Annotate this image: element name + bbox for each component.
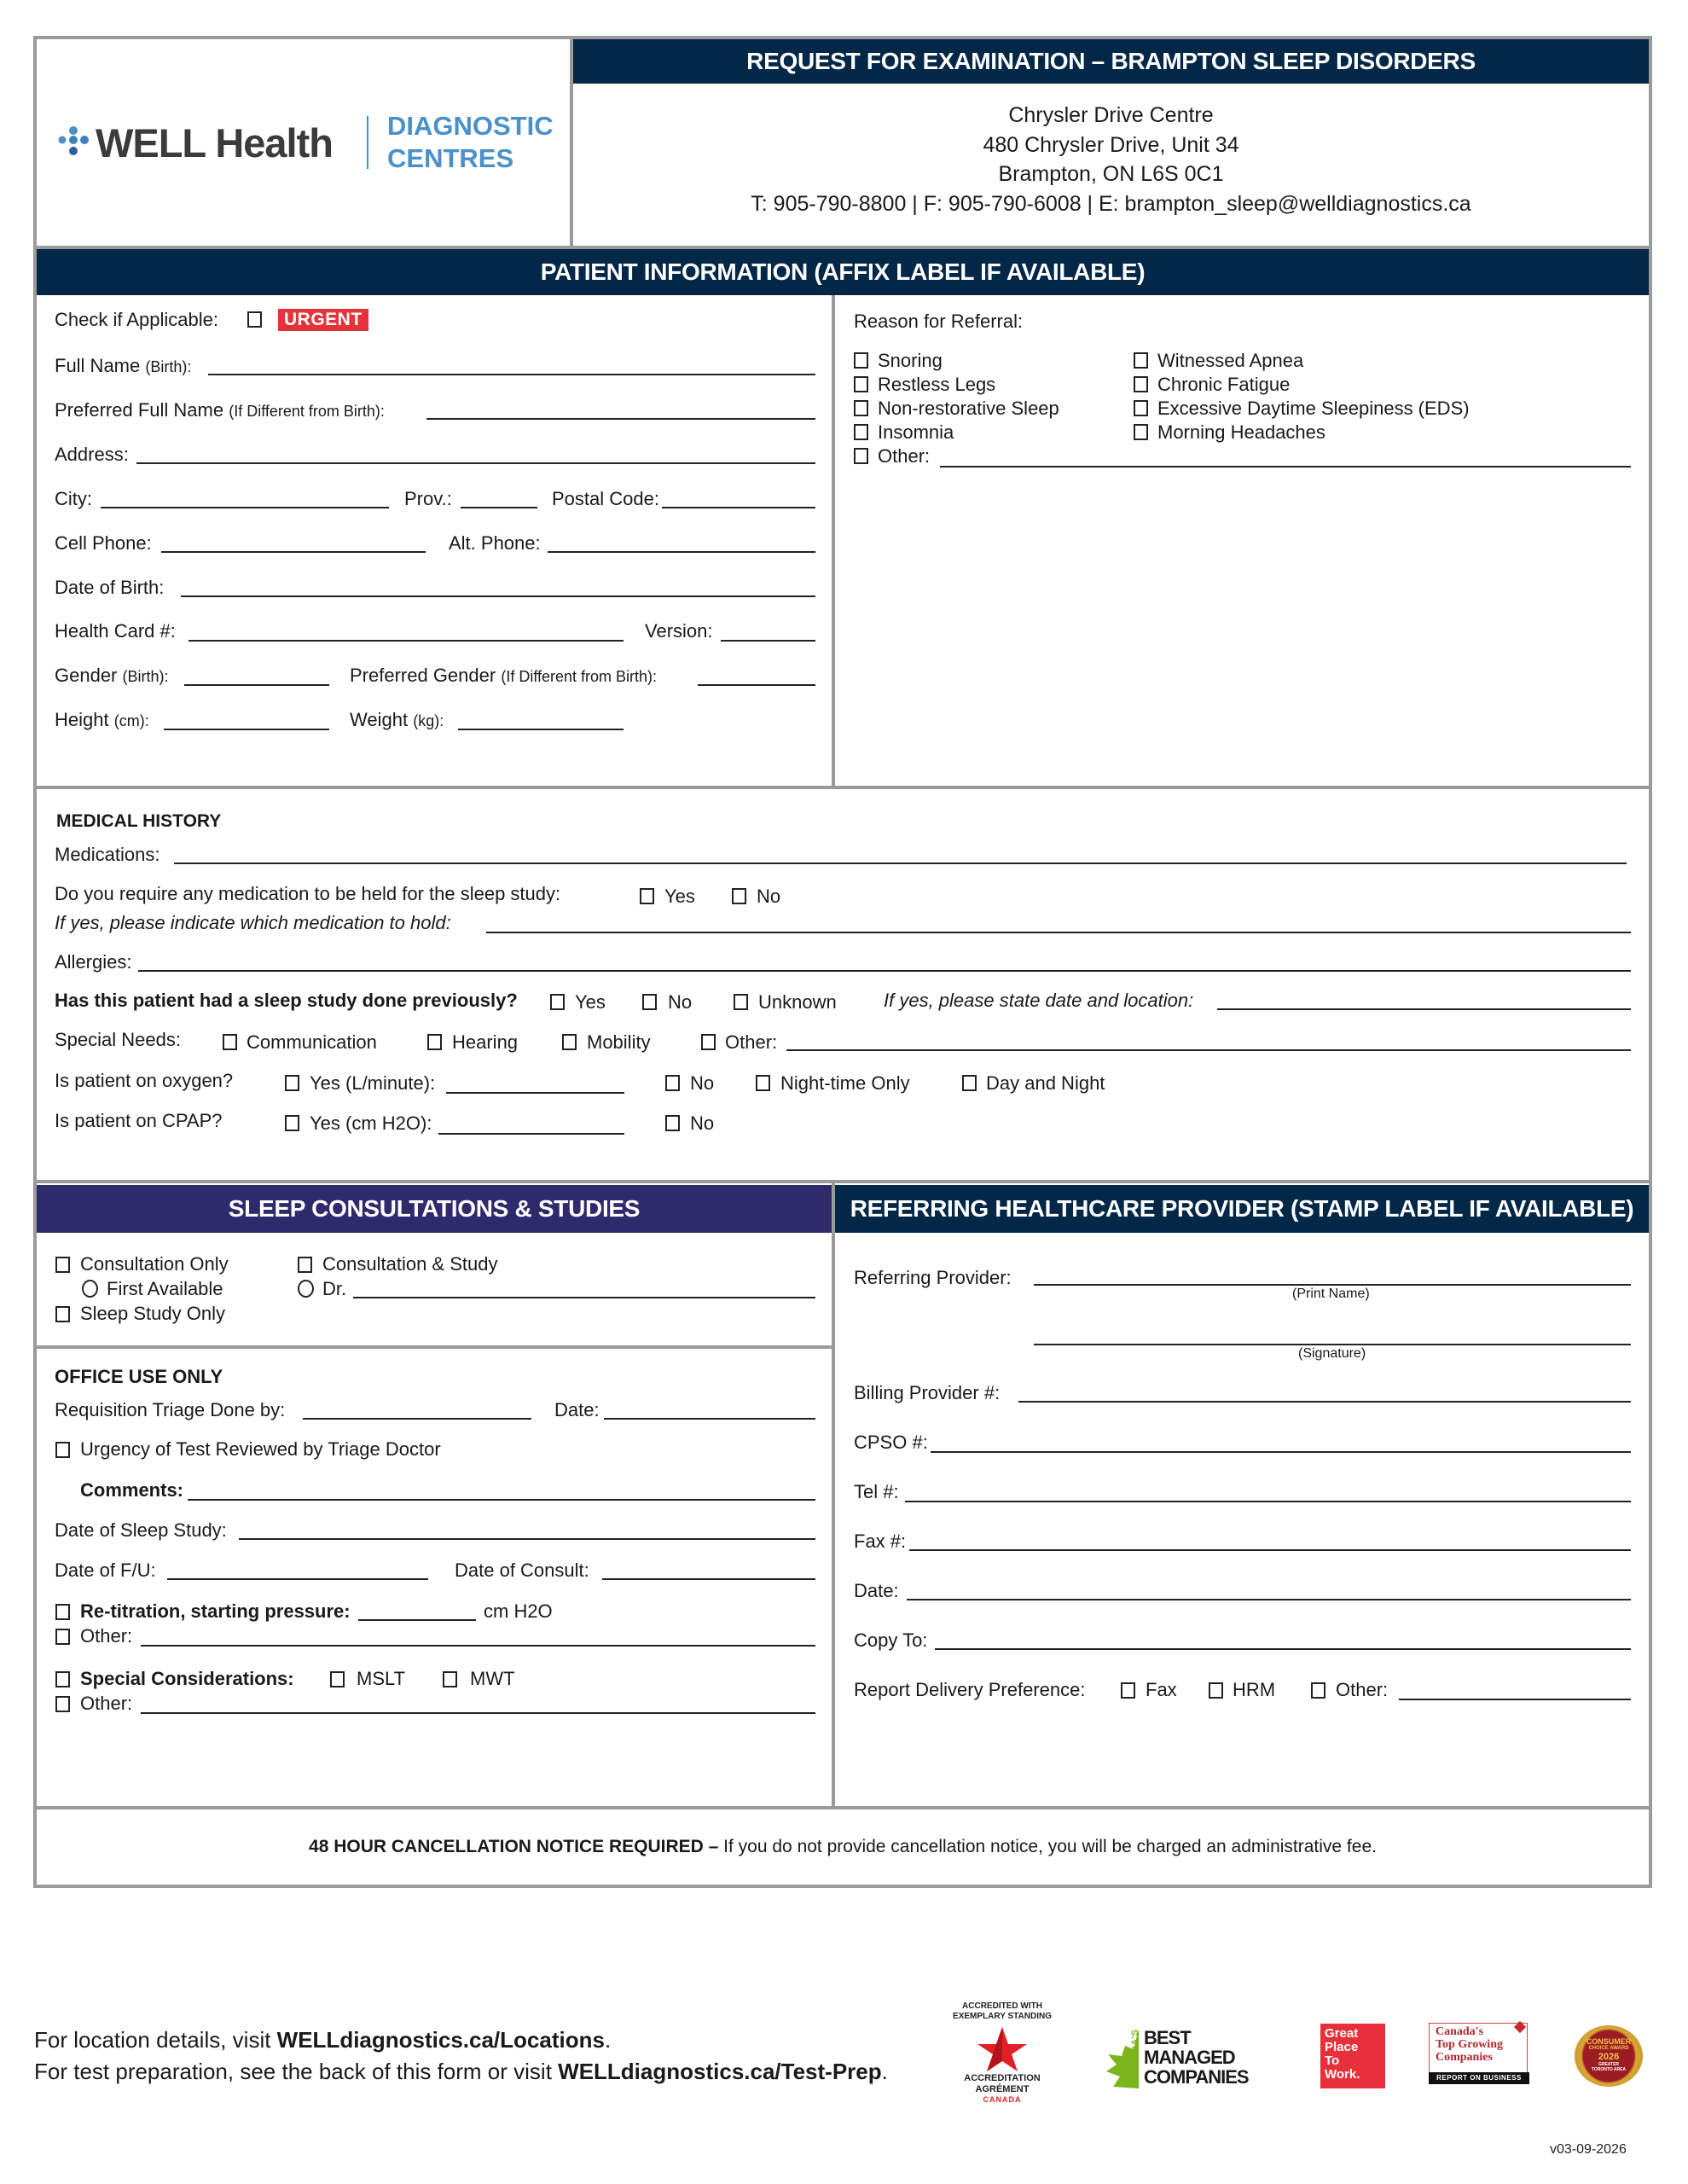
- print-name-caption: (Print Name): [1292, 1287, 1370, 1301]
- referral-witnessed-apnea-checkbox[interactable]: [1134, 352, 1148, 369]
- billing-provider-field[interactable]: [1018, 1401, 1631, 1403]
- oxygen-question: Is patient on oxygen?: [55, 1070, 234, 1091]
- special-considerations-label: Special Considerations:: [80, 1668, 294, 1689]
- delivery-other-label: Other:: [1336, 1679, 1389, 1700]
- urgency-reviewed-label: Urgency of Test Reviewed by Triage Doctor: [80, 1438, 441, 1460]
- test-prep-link[interactable]: WELLdiagnostics.ca/Test-Prep: [558, 2059, 882, 2084]
- referral-nonrestorative-checkbox[interactable]: [854, 400, 868, 416]
- referral-insomnia-label: Insomnia: [878, 421, 954, 443]
- referring-provider-label: Referring Provider:: [854, 1267, 1012, 1288]
- date-fu-field[interactable]: [167, 1578, 428, 1580]
- preferred-name-field[interactable]: [426, 418, 815, 420]
- gender-label: Gender (Birth):: [55, 665, 169, 686]
- needs-other-checkbox[interactable]: [701, 1034, 716, 1050]
- hold-medication-question: Do you require any medication to be held for the sleep study:: [55, 883, 561, 904]
- fax-field[interactable]: [909, 1549, 1631, 1551]
- logo-sub-2: CENTRES: [387, 143, 514, 173]
- full-name-field[interactable]: [208, 374, 815, 375]
- locations-link[interactable]: WELLdiagnostics.ca/Locations: [276, 2027, 605, 2053]
- referring-provider-signature-field[interactable]: [1034, 1344, 1631, 1345]
- special-needs-label: Special Needs:: [55, 1029, 181, 1050]
- logo-separator: [367, 116, 368, 169]
- weight-field[interactable]: [458, 729, 624, 730]
- version-field[interactable]: [721, 640, 815, 642]
- footer-line-2: For test preparation, see the back of this form or visit WELLdiagnostics.ca/Test-Prep.: [34, 2059, 888, 2084]
- referral-witnessed-apnea-label: Witnessed Apnea: [1157, 350, 1304, 371]
- centre-name: Chrysler Drive Centre: [1008, 103, 1214, 127]
- consumer-choice-award-badge: CONSUMER CHOICE AWARD 2026 GREATER TORONTO AREA: [1575, 2025, 1643, 2087]
- footer-line-1: For location details, visit WELLdiagnostics.ca/Locations.: [34, 2027, 612, 2053]
- oxygen-day-night-label: Day and Night: [986, 1072, 1105, 1094]
- referral-snoring-checkbox[interactable]: [854, 352, 868, 369]
- alt-phone-label: Alt. Phone:: [449, 532, 541, 554]
- referral-chronic-fatigue-label: Chronic Fatigue: [1157, 374, 1291, 395]
- divider: [33, 1180, 1652, 1183]
- first-available-radio[interactable]: [82, 1280, 98, 1298]
- prev-study-detail-field[interactable]: [1217, 1008, 1631, 1010]
- prev-study-yes-checkbox[interactable]: [550, 994, 565, 1010]
- well-dots-icon: [56, 125, 90, 159]
- city-field[interactable]: [101, 507, 389, 508]
- reason-for-referral-title: Reason for Referral:: [854, 311, 1024, 332]
- tel-label: Tel #:: [854, 1481, 899, 1502]
- date-sleep-study-label: Date of Sleep Study:: [55, 1519, 227, 1541]
- header-title: REQUEST FOR EXAMINATION – BRAMPTON SLEEP DISORDERS: [573, 39, 1649, 84]
- consult-only-label: Consultation Only: [80, 1253, 229, 1275]
- special-other-checkbox[interactable]: [55, 1696, 70, 1712]
- weight-label: Weight (kg):: [350, 709, 444, 730]
- consult-study-label: Consultation & Study: [322, 1253, 498, 1275]
- prev-study-no-label: No: [668, 991, 693, 1013]
- oxygen-night-checkbox[interactable]: [756, 1075, 770, 1091]
- first-available-label: First Available: [107, 1278, 223, 1299]
- medications-label: Medications:: [55, 844, 160, 865]
- needs-hearing-checkbox[interactable]: [427, 1034, 442, 1050]
- triage-date-label: Date:: [554, 1399, 600, 1420]
- needs-other-field[interactable]: [786, 1049, 1631, 1051]
- logo-sub-1: DIAGNOSTIC: [387, 111, 554, 141]
- dr-radio[interactable]: [298, 1280, 314, 1298]
- comments-field[interactable]: [188, 1499, 815, 1501]
- delivery-hrm-checkbox[interactable]: [1209, 1682, 1223, 1699]
- provider-date-label: Date:: [854, 1580, 899, 1601]
- dr-name-field[interactable]: [353, 1297, 815, 1298]
- preferred-gender-field[interactable]: [698, 684, 815, 686]
- referral-restless-legs-label: Restless Legs: [878, 374, 996, 395]
- hold-which-label: If yes, please indicate which medication to hold:: [55, 912, 451, 933]
- postal-code-field[interactable]: [662, 507, 815, 508]
- prev-study-no-checkbox[interactable]: [642, 994, 657, 1010]
- height-label: Height (cm):: [55, 709, 149, 730]
- cpso-label: CPSO #:: [854, 1432, 928, 1453]
- comments-label: Comments:: [80, 1479, 184, 1501]
- address-field[interactable]: [136, 462, 815, 464]
- hold-no-checkbox[interactable]: [732, 888, 746, 904]
- cpap-no-checkbox[interactable]: [665, 1115, 680, 1131]
- cpap-yes-checkbox[interactable]: [285, 1115, 299, 1131]
- special-other-field[interactable]: [141, 1712, 815, 1714]
- previous-study-question: Has this patient had a sleep study done previously?: [55, 990, 518, 1011]
- well-health-logo: [56, 111, 560, 173]
- dob-field[interactable]: [181, 595, 815, 597]
- consult-only-checkbox[interactable]: [55, 1257, 70, 1273]
- fax-label: Fax #:: [854, 1531, 907, 1552]
- hold-yes-label: Yes: [664, 886, 695, 907]
- date-consult-field[interactable]: [602, 1578, 815, 1580]
- referring-provider-band: REFERRING HEALTHCARE PROVIDER (STAMP LABEL IF AVAILABLE): [835, 1185, 1649, 1233]
- cell-phone-field[interactable]: [161, 551, 426, 553]
- date-fu-label: Date of F/U:: [55, 1560, 156, 1581]
- address-line-1: 480 Chrysler Drive, Unit 34: [983, 132, 1239, 157]
- accreditation-canada-logo: ACCREDITED WITH EXEMPLARY STANDING ACCREDITATION AGRÉMENT CANADA: [953, 2001, 1052, 2104]
- retitration-label: Re-titration, starting pressure:: [80, 1600, 351, 1622]
- sleep-consult-band: SLEEP CONSULTATIONS & STUDIES: [37, 1185, 832, 1233]
- retitration-unit: cm H2O: [484, 1600, 553, 1622]
- address-line-2: Brampton, ON L6S 0C1: [998, 162, 1224, 186]
- delivery-fax-checkbox[interactable]: [1121, 1682, 1135, 1699]
- copy-to-field[interactable]: [935, 1648, 1631, 1650]
- full-name-label: Full Name (Birth):: [55, 355, 192, 376]
- hold-no-label: No: [757, 886, 781, 907]
- gender-field[interactable]: [184, 684, 329, 686]
- divider: [33, 786, 1652, 789]
- referring-provider-name-field[interactable]: [1034, 1284, 1631, 1286]
- medications-field[interactable]: [174, 863, 1627, 864]
- tel-field[interactable]: [905, 1501, 1631, 1502]
- referral-insomnia-checkbox[interactable]: [854, 424, 868, 440]
- delivery-hrm-label: HRM: [1233, 1679, 1276, 1700]
- office-other-label: Other:: [80, 1625, 133, 1647]
- referral-other-label: Other:: [878, 445, 931, 467]
- prov-label: Prov.:: [404, 488, 452, 509]
- height-field[interactable]: [164, 729, 329, 730]
- copy-to-label: Copy To:: [854, 1629, 928, 1651]
- delivery-other-field[interactable]: [1399, 1699, 1631, 1700]
- contact-line: T: 905-790-8800 | F: 905-790-6008 | E: brampton_sleep@welldiagnostics.ca: [751, 191, 1471, 216]
- allergies-field[interactable]: [138, 970, 1631, 972]
- health-card-field[interactable]: [189, 640, 624, 642]
- referral-other-checkbox[interactable]: [854, 448, 868, 464]
- city-label: City:: [55, 488, 92, 509]
- version-label: Version:: [645, 620, 713, 642]
- oxygen-no-label: No: [690, 1072, 715, 1094]
- top-growing-companies-logo: Canada's Top Growing Companies REPORT ON BUSINESS: [1429, 2023, 1529, 2088]
- referral-morning-headaches-label: Morning Headaches: [1157, 421, 1325, 443]
- cell-phone-label: Cell Phone:: [55, 532, 152, 554]
- hold-yes-checkbox[interactable]: [640, 888, 654, 904]
- oxygen-yes-label: Yes (L/minute):: [310, 1072, 436, 1094]
- hold-which-field[interactable]: [486, 932, 1631, 933]
- office-other-checkbox[interactable]: [55, 1629, 70, 1645]
- dr-label: Dr.: [322, 1278, 347, 1299]
- cpap-no-label: No: [690, 1112, 715, 1134]
- dob-label: Date of Birth:: [55, 577, 165, 598]
- triage-date-field[interactable]: [604, 1418, 815, 1420]
- needs-other-label: Other:: [725, 1031, 778, 1053]
- referral-restless-legs-checkbox[interactable]: [854, 376, 868, 392]
- study-only-label: Sleep Study Only: [80, 1303, 225, 1324]
- postal-code-label: Postal Code:: [552, 488, 659, 509]
- cancellation-text: If you do not provide cancellation notice, you will be charged an administrative fee.: [718, 1837, 1377, 1856]
- preferred-name-label: Preferred Full Name (If Different from Birth):: [55, 399, 385, 421]
- health-card-label: Health Card #:: [55, 620, 176, 642]
- oxygen-yes-checkbox[interactable]: [285, 1075, 299, 1091]
- needs-mobility-checkbox[interactable]: [562, 1034, 577, 1050]
- delivery-fax-label: Fax: [1146, 1679, 1177, 1700]
- delivery-other-checkbox[interactable]: [1311, 1682, 1325, 1699]
- referral-chronic-fatigue-checkbox[interactable]: [1134, 376, 1148, 392]
- billing-provider-label: Billing Provider #:: [854, 1382, 1001, 1403]
- referral-snoring-label: Snoring: [878, 350, 943, 371]
- patient-column-divider: [832, 295, 835, 787]
- referral-eds-label: Excessive Daytime Sleepiness (EDS): [1157, 398, 1470, 419]
- retitration-checkbox[interactable]: [55, 1604, 70, 1620]
- cpap-pressure-field[interactable]: [438, 1133, 624, 1135]
- consult-study-checkbox[interactable]: [298, 1257, 312, 1273]
- address-label: Address:: [55, 444, 129, 465]
- accreditation-star-icon: [976, 2025, 1029, 2073]
- cpso-field[interactable]: [931, 1451, 1631, 1453]
- oxygen-day-night-checkbox[interactable]: [962, 1075, 977, 1091]
- mslt-label: MSLT: [357, 1668, 406, 1689]
- date-consult-label: Date of Consult:: [455, 1560, 589, 1581]
- needs-communication-checkbox[interactable]: [223, 1034, 237, 1050]
- mwt-label: MWT: [470, 1668, 515, 1689]
- cpap-yes-label: Yes (cm H2O):: [310, 1112, 432, 1134]
- mwt-checkbox[interactable]: [443, 1671, 457, 1687]
- oxygen-no-checkbox[interactable]: [665, 1075, 680, 1091]
- referral-eds-checkbox[interactable]: [1134, 400, 1148, 416]
- prev-study-detail-label: If yes, please state date and location:: [884, 990, 1194, 1011]
- study-only-checkbox[interactable]: [55, 1306, 70, 1322]
- referral-morning-headaches-checkbox[interactable]: [1134, 424, 1148, 440]
- oxygen-night-label: Night-time Only: [780, 1072, 910, 1094]
- great-place-to-work-logo: Great Place To Work.: [1320, 2024, 1385, 2088]
- cancellation-notice: [37, 1836, 1649, 1858]
- alt-phone-field[interactable]: [548, 551, 815, 553]
- lower-column-divider: [832, 1183, 835, 1809]
- retitration-pressure-field[interactable]: [358, 1619, 476, 1621]
- office-use-title: OFFICE USE ONLY: [55, 1366, 223, 1387]
- urgent-badge: URGENT: [278, 309, 368, 331]
- office-other-field[interactable]: [141, 1645, 815, 1647]
- patient-info-band: PATIENT INFORMATION (AFFIX LABEL IF AVAILABLE): [37, 249, 1649, 295]
- footer-links: [34, 2024, 888, 2088]
- best-managed-companies-logo: CANADA'S BEST MANAGED COMPANIES: [1105, 2029, 1275, 2088]
- prev-study-yes-label: Yes: [575, 991, 606, 1013]
- signature-caption: (Signature): [1298, 1346, 1366, 1361]
- special-other-label: Other:: [80, 1693, 133, 1714]
- referral-other-field[interactable]: [940, 466, 1631, 468]
- triage-by-label: Requisition Triage Done by:: [55, 1399, 286, 1420]
- header-address-block: [573, 101, 1649, 218]
- check-if-applicable-label: Check if Applicable:: [55, 309, 218, 330]
- referral-nonrestorative-label: Non-restorative Sleep: [878, 398, 1059, 419]
- cpap-question: Is patient on CPAP?: [55, 1110, 223, 1131]
- prev-study-unknown-checkbox[interactable]: [734, 994, 748, 1010]
- delivery-preference-label: Report Delivery Preference:: [854, 1679, 1086, 1700]
- special-considerations-checkbox[interactable]: [55, 1671, 70, 1687]
- needs-mobility-label: Mobility: [587, 1031, 651, 1053]
- medical-history-title: MEDICAL HISTORY: [56, 811, 222, 831]
- mslt-checkbox[interactable]: [330, 1671, 345, 1687]
- logo-brand: WELL Health: [96, 120, 333, 166]
- urgent-checkbox[interactable]: [247, 311, 262, 328]
- needs-communication-label: Communication: [247, 1031, 377, 1053]
- preferred-gender-label: Preferred Gender (If Different from Birth):: [350, 665, 658, 686]
- cancellation-bold: 48 HOUR CANCELLATION NOTICE REQUIRED –: [309, 1837, 719, 1856]
- prev-study-unknown-label: Unknown: [758, 991, 837, 1013]
- prov-field[interactable]: [461, 507, 537, 508]
- oxygen-lpm-field[interactable]: [446, 1092, 624, 1094]
- divider: [33, 1345, 833, 1349]
- needs-hearing-label: Hearing: [452, 1031, 519, 1053]
- provider-date-field[interactable]: [907, 1599, 1631, 1600]
- allergies-label: Allergies:: [55, 951, 132, 973]
- form-version: v03-09-2026: [1550, 2142, 1627, 2157]
- date-sleep-study-field[interactable]: [239, 1538, 815, 1540]
- triage-by-field[interactable]: [303, 1418, 531, 1420]
- divider: [33, 1806, 1652, 1809]
- urgency-reviewed-checkbox[interactable]: [55, 1442, 70, 1458]
